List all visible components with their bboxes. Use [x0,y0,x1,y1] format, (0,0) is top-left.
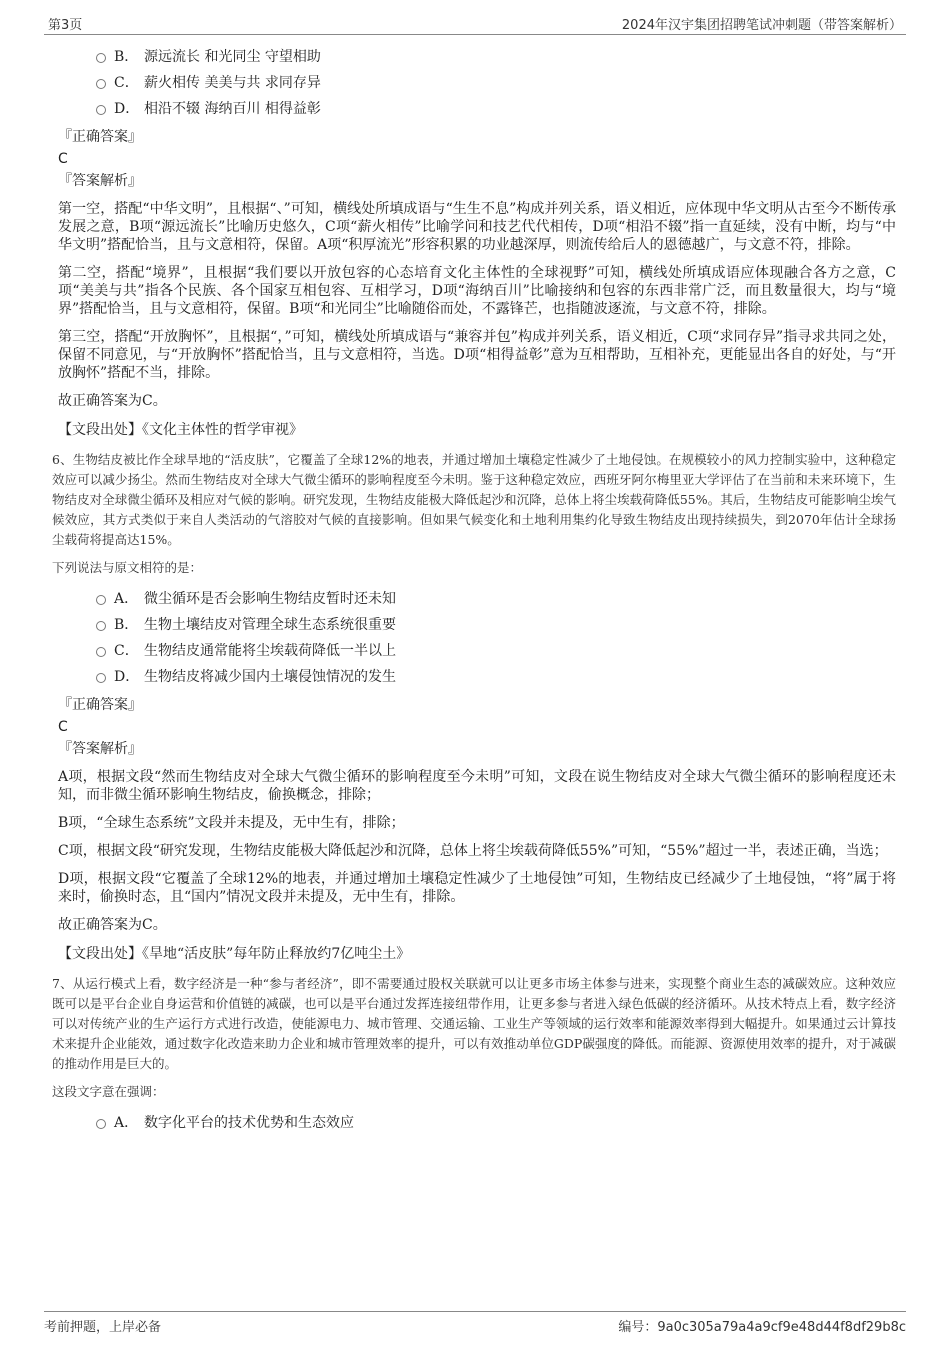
question-stem: 6、生物结皮被比作全球旱地的“活皮肤”，它覆盖了全球12%的地表，并通过增加土壤稳定性减少了土地侵蚀。在规模较小的风力控制实验中，这种稳定效应可以减少扬尘。然而生物结皮对全球大气微尘循环的影响程度至今未明。鉴于这种稳定效应，西班牙阿尔梅里亚大学评估了在当前和未来环境下，生物结皮对全球微尘循环及相应对气候的影响。研究发现，生物结皮能极大降低起沙和沉降，总体上将尘埃载荷降低55%。其后，生物结皮可能影响尘埃气候效应，其方式类似于来自人类活动的气溶胶对气候的直接影响。但如果气候变化和土地利用集约化导致生物结皮出现持续损失，到2070年估计全球扬尘载荷将提高达15%。 [52,452,896,547]
q7-options [56,1110,896,1136]
passage-source: 【文段出处】《文化主体性的哲学审视》 [58,422,303,438]
radio-icon[interactable] [96,647,106,657]
analysis-paragraph: B项，“全球生态系统”文段并未提及，无中生有，排除； [58,815,405,831]
option-b[interactable] [96,612,896,638]
analysis-conclusion: 故正确答案为C。 [58,917,167,933]
radio-icon[interactable] [96,673,106,683]
answer-label: 『正确答案』 [58,697,142,713]
option-letter: A． [114,1115,139,1131]
document-body [52,42,896,1136]
analysis-label: 『答案解析』 [58,173,142,189]
analysis-paragraph: 第二空，搭配“境界”，且根据“我们要以开放包容的心态培育文化主体性的全球视野”可知，横线处所填成语应体现融合各方之意，C项“美美与共”指各个民族、各个国家互相包容、互相学习，D项“海纳百川”比喻接纳和包容的东西非常广泛，而且数量很大，均与“境界”搭配恰当，且与文意相符，保留。B项“和光同尘”比喻随俗而处，不露锋芒，也指随波逐流，与文意不符，排除。 [58,265,896,317]
radio-icon[interactable] [96,1119,106,1129]
question-prompt: 这段文字意在强调： [52,1084,165,1099]
q6-options [56,586,896,690]
radio-icon[interactable] [96,53,106,63]
radio-icon[interactable] [96,595,106,605]
question-stem: 7、从运行模式上看，数字经济是一种“参与者经济”，即不需要通过股权关联就可以让更多市场主体参与进来，实现整个商业生态的减碳效应。这种效应既可以是平台企业自身运营和价值链的减碳，也可以是平台通过发挥连接纽带作用，让更多参与者进入绿色低碳的经济循环。从技术特点上看，数字经济可以对传统产业的生产运行方式进行改造，使能源电力、城市管理、交通运输、工业生产等领域的运行效率和能源效率得到大幅提升。如果通过云计算技术来提升企业能效，通过数字化改造来助力企业和城市管理效率的提升，可以有效推动单位GDP碳强度的降低。而能源、资源使用效率的提升，对于减碳的推动作用是巨大的。 [52,976,896,1071]
analysis-paragraph: D项，根据文段“它覆盖了全球12%的地表，并通过增加土壤稳定性减少了土地侵蚀”可知，生物结皮已经减少了土地侵蚀，“将”属于将来时，偷换时态，且“国内”情况文段并未提及，无中生有，排除。 [58,871,896,905]
analysis-paragraph: A项，根据文段“然而生物结皮对全球大气微尘循环的影响程度至今未明”可知，文段在说生物结皮对全球大气微尘循环的影响程度还未知，而非微尘循环影响生物结皮，偷换概念，排除； [58,769,896,803]
option-d[interactable] [96,96,896,122]
option-text: 相沿不辍 海纳百川 相得益彰 [144,101,321,117]
page-header [44,12,906,35]
analysis-label: 『答案解析』 [58,741,142,757]
option-c[interactable] [96,70,896,96]
option-letter: B． [114,617,139,633]
option-letter: B． [114,49,139,65]
document-id: 编号：9a0c305a79a4a9cf9e48d44f8df29b8c [618,1320,906,1335]
option-text: 源远流长 和光同尘 守望相助 [144,49,321,65]
analysis-conclusion: 故正确答案为C。 [58,393,167,409]
page-number: 第3页 [48,18,83,33]
analysis-paragraph: 第三空，搭配“开放胸怀”，且根据“，”可知，横线处所填成语与“兼容并包”构成并列关系，语义相近，C项“求同存异”指寻求共同之处，保留不同意见，与“开放胸怀”搭配恰当，且与文意相符，当选。D项“相得益彰”意为互相帮助，互相补充，更能显出各自的好处，与“开放胸怀”搭配不当，排除。 [58,329,896,381]
answer-value: C [58,151,68,167]
radio-icon[interactable] [96,79,106,89]
option-text: 数字化平台的技术优势和生态效应 [144,1115,354,1131]
option-text: 生物结皮通常能将尘埃载荷降低一半以上 [144,643,396,659]
question-prompt: 下列说法与原文相符的是： [52,560,203,575]
option-a[interactable] [96,586,896,612]
option-a[interactable] [96,1110,896,1136]
option-letter: A． [114,591,139,607]
analysis-paragraph: 第一空，搭配“中华文明”，且根据“、”可知，横线处所填成语与“生生不息”构成并列关系，语义相近，应体现中华文明从古至今不断传承发展之意，B项“源远流长”比喻历史悠久，C项“薪火相传”比喻学问和技艺代代相传，D项“相沿不辍”指一直延续，没有中断，均与“中华文明”搭配恰当，且与文意相符，保留。A项“积厚流光”形容积累的功业越深厚，则流传给后人的恩德越广，与文意不符，排除。 [58,201,896,253]
analysis-paragraph: C项，根据文段“研究发现，生物结皮能极大降低起沙和沉降，总体上将尘埃载荷降低55%”可知，“55%”超过一半，表述正确，当选； [58,843,888,859]
option-text: 微尘循环是否会影响生物结皮暂时还未知 [144,591,396,607]
radio-icon[interactable] [96,621,106,631]
option-text: 薪火相传 美美与共 求同存异 [144,75,321,91]
option-d[interactable] [96,664,896,690]
option-letter: D． [114,669,140,685]
option-text: 生物土壤结皮对管理全球生态系统很重要 [144,617,396,633]
option-letter: C． [114,75,139,91]
answer-label: 『正确答案』 [58,129,142,145]
radio-icon[interactable] [96,105,106,115]
passage-source: 【文段出处】《旱地“活皮肤”每年防止释放约7亿吨尘土》 [58,946,411,962]
page-footer [44,1311,906,1336]
option-text: 生物结皮将减少国内土壤侵蚀情况的发生 [144,669,396,685]
option-b[interactable] [96,44,896,70]
document-title: 2024年汉宇集团招聘笔试冲刺题（带答案解析） [621,18,902,33]
q5-options [56,44,896,122]
footer-slogan: 考前押题，上岸必备 [44,1320,162,1335]
option-letter: C． [114,643,139,659]
option-c[interactable] [96,638,896,664]
answer-value: C [58,719,68,735]
option-letter: D． [114,101,140,117]
